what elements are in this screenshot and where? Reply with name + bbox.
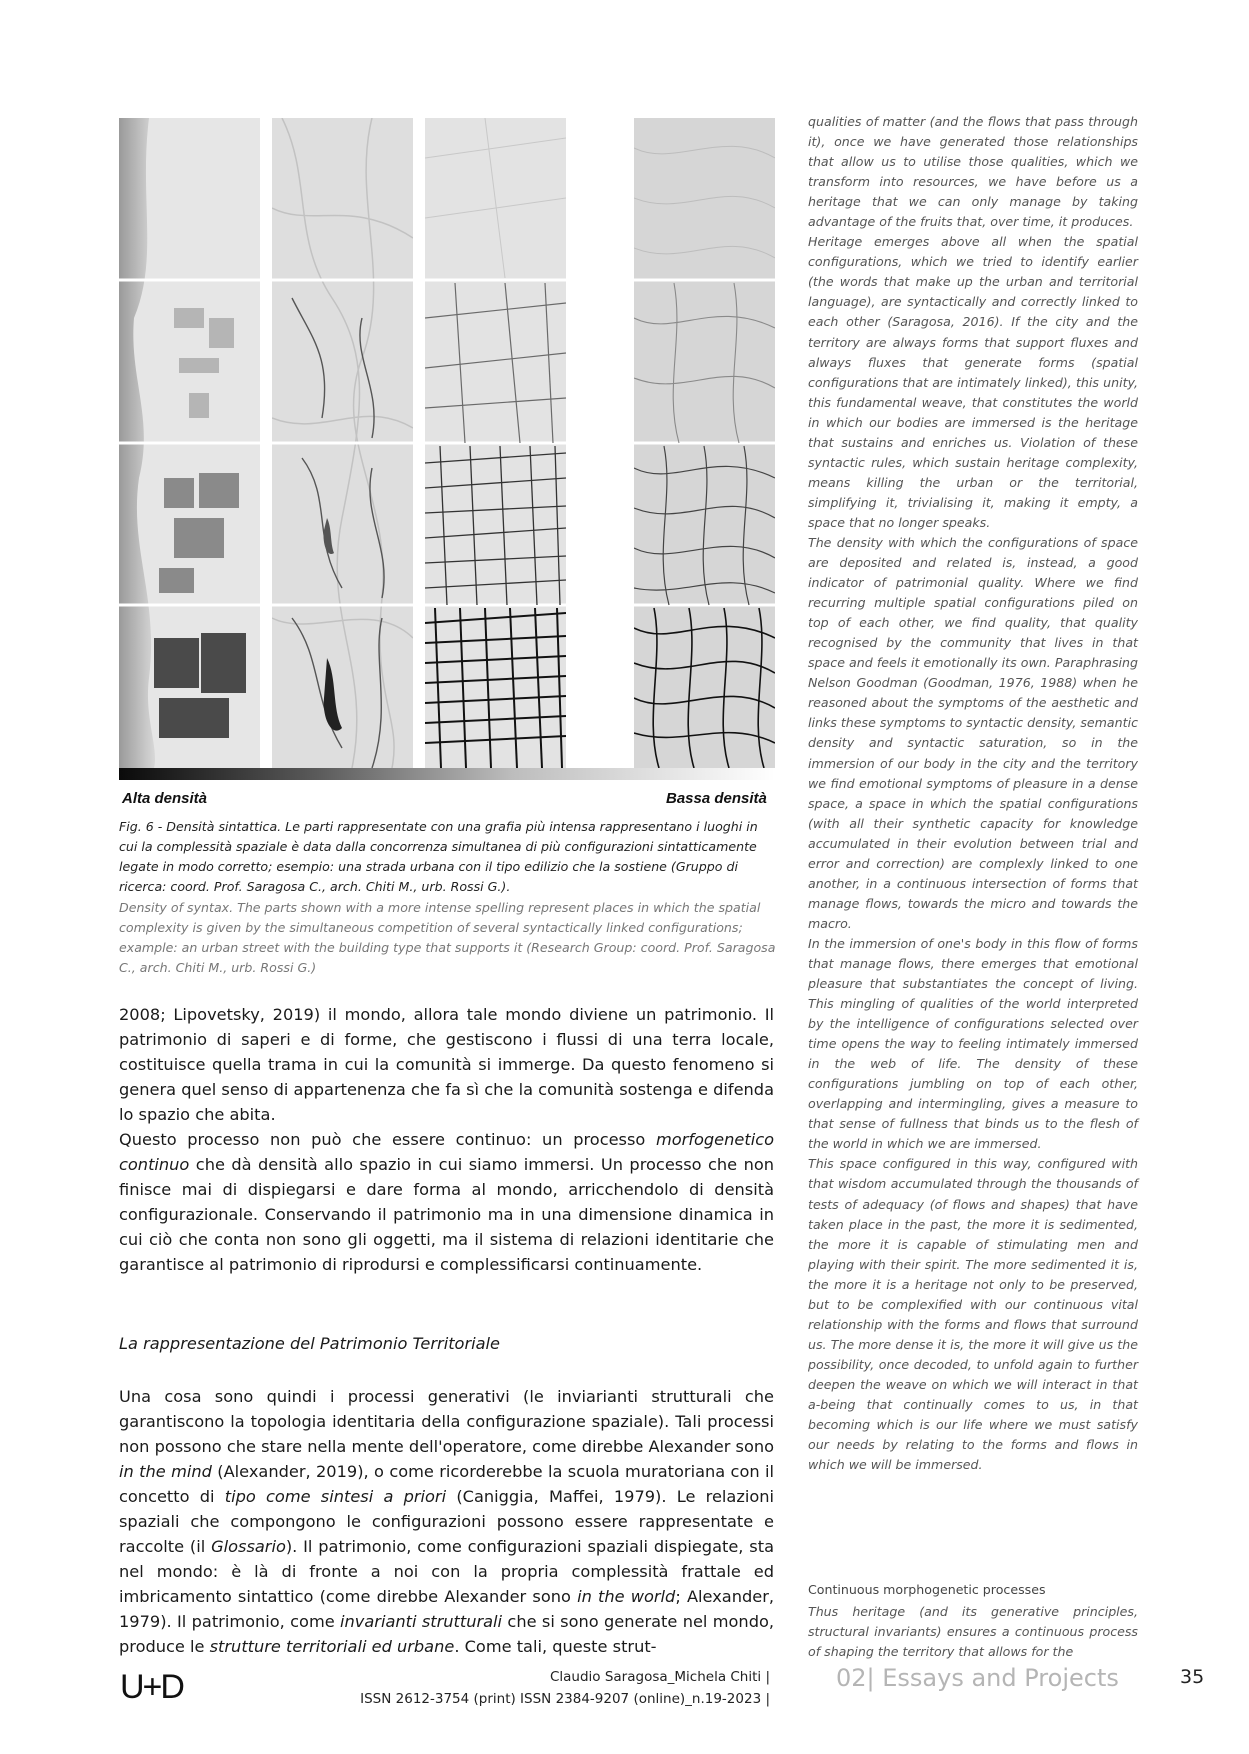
authors-line: Claudio Saragosa_Michela Chiti | <box>549 1669 770 1685</box>
caption-italian: Fig. 6 - Densità sintattica. Le parti rappresentate con una grafia più intensa rappresentano i luoghi in cui la complessità spaziale è data dalla concorrenza simultanea di più configurazioni sintatticamente legate in modo corretto; esempio: una strada urbana con il tipo edilizio che la sostiene (Gruppo di ricerca: coord. Prof. Saragosa C., arch. Chiti M., urb. Rossi G.). <box>119 819 758 894</box>
paragraph-1: 2008; Lipovetsky, 2019) il mondo, allora tale mondo diviene un patrimonio. Il patrimonio di saperi e di forme, che gestiscono i flussi di una terra locale, costituisce quella trama in cui la comunità si immerge. Da questo fenomeno si genera quel senso di appartenenza che fa sì che la comunità sostenga e difenda lo spazio che abita. <box>119 1005 774 1124</box>
map-strip-1 <box>119 118 260 768</box>
emphasis: morfogenetico continuo <box>119 1130 774 1174</box>
side-paragraph-1: qualities of matter (and the flows that pass through it), once we have generated those relationships that allow us to utilise those qualities, which we transform into resources, we have before us a heritage that we can only manage by taking advantage of the fruits that, over time, it produces. <box>808 114 1138 230</box>
journal-logo: U+D <box>120 1668 183 1706</box>
side-paragraph-5: This space configured in this way, configured with that wisdom accumulated through the thousands of tests of adequacy (of flows and shapes) that have taken place in the past, the more it is sedimented, the more it is capable of stimulating men and playing with their spirit. The more sedimented it is, the more it is a heritage not only to be preserved, but to be complexified with our continuous vital relationship with the forms and flows that surround us. The more dense it is, the more it will give us the possibility, once decoded, to unfold again to further deepen the weave on which we will interact in that a-being that continually comes to us, in that becoming which is our life where we must satisfy our needs by relating to the forms and flows in which we will be immersed. <box>808 1156 1138 1473</box>
page-number: 35 <box>1180 1666 1205 1688</box>
figure-6 <box>119 118 775 778</box>
section-title: La rappresentazione del Patrimonio Territoriale <box>119 1334 500 1353</box>
map-strip-2 <box>272 118 413 768</box>
main-body-bottom <box>119 1384 774 1659</box>
footer-section-title: 02| Essays and Projects <box>836 1664 1119 1692</box>
footer-authors <box>360 1666 770 1710</box>
emphasis: strutture territoriali ed urbane <box>209 1637 455 1656</box>
emphasis: in the world <box>577 1587 676 1606</box>
text-span: che si sono generate nel mondo, produce le <box>119 1612 775 1656</box>
text-span: Una cosa sono quindi i processi generativi (le inviarianti strutturali che garantiscono la topologia identitaria della configurazione spaziale). Tali processi non possono che stare nella mente dell'operatore, come direbbe Alexander sono <box>119 1387 775 1456</box>
map-strip-3 <box>425 118 566 768</box>
text-span: ; Alexander, 1979). Il patrimonio, come <box>119 1587 775 1631</box>
text-span: Questo processo non può che essere continuo: un processo <box>119 1130 656 1149</box>
text-span: ). Il patrimonio, come configurazioni spaziali dispiegate, sta nel mondo: è là di fronte a noi con la propria complessità frattale ed imbricamento sintattico (come direbbe Alexander sono <box>119 1537 774 1606</box>
text-span: che dà densità allo spazio in cui siamo immersi. Un processo che non finisce mai di dispiegarsi e dare forma al mondo, arricchendolo di densità configurazionale. Conservando il patrimonio ma in una dimensione dinamica in cui ciò che conta non sono gli oggetti, ma il sistema di relazioni identitarie che garantisce al patrimonio di riprodursi e complessificarsi continuamente. <box>119 1155 774 1274</box>
caption-english: Density of syntax. The parts shown with a more intense spelling represent places in which the spatial complexity is given by the simultaneous competition of several syntactically linked configurations; example: an urban street with the building type that supports it (Research Group: coord. Prof. Saragosa C., arch. Chiti M., urb. Rossi G.) <box>119 900 776 975</box>
label-low-density: Bassa densità <box>666 790 767 807</box>
side-paragraph-3: The density with which the configurations of space are deposited and related is, instead, a good indicator of patrimonial quality. Where we find recurring multiple spatial configurations piled on top of each other, we find quality, that quality recognised by the community that lives in that space and feels it emotionally its own. Paraphrasing Nelson Goodman (Goodman, 1976, 1988) when he reasoned about the symptoms of the aesthetic and links these symptoms to syntactic density, semantic density and syntactic saturation, so in the immersion of our body in the city and the territory we find emotional symptoms of pleasure in a dense space, a space in which the spatial configurations (with all their synthetic capacity for knowledge accumulated in their evolution between trial and error and correction) are complexly linked to one another, in a continuous intersection of forms that manage flows, towards the micro and towards the macro. <box>808 534 1138 931</box>
side-paragraph-4: In the immersion of one's body in this flow of forms that manage flows, there emerges that emotional pleasure that substantiates the concept of living. This mingling of qualities of the world interpreted by the intelligence of configurations selected over time opens the way to feeling intimately immersed in the web of life. The density of these configurations jumbling on top of each other, overlapping and intermingling, gives a measure to that sense of fullness that binds us to the flesh of the world in which we are immersed. <box>808 935 1138 1152</box>
side-heading: Continuous morphogenetic processes <box>808 1582 1046 1597</box>
label-high-density: Alta densità <box>122 790 208 807</box>
emphasis: Glossario <box>211 1537 286 1556</box>
emphasis: invarianti strutturali <box>340 1612 503 1631</box>
text-span: (Caniggia, Maffei, 1979). Le relazioni spaziali che compongono le configurazioni possono essere rappresentate e raccolte (il <box>119 1487 774 1556</box>
side-paragraph-6: Thus heritage (and its generative principles, structural invariants) ensures a continuous process of shaping the territory that allows for the <box>808 1604 1138 1659</box>
main-body-top <box>119 1002 774 1277</box>
paragraph-3 <box>119 1384 774 1659</box>
side-column-english <box>808 112 1138 1475</box>
issn-line: ISSN 2612-3754 (print) ISSN 2384-9207 (online)_n.19-2023 | <box>360 1691 770 1707</box>
density-gradient-bar <box>119 768 775 780</box>
text-span: . Come tali, queste strut- <box>454 1637 657 1656</box>
text-span: (Alexander, 2019), o come ricorderebbe la scuola muratoriana con il concetto di <box>119 1462 774 1506</box>
map-strip-4 <box>634 118 775 768</box>
side-paragraph-2: Heritage emerges above all when the spatial configurations, which we tried to identify earlier (the words that make up the urban and territorial language), are syntactically and correctly linked to each other (Saragosa, 2016). If the city and the territory are always forms that support fluxes and always fluxes that generate forms (spatial configurations that are intimately linked), this unity, this fundamental weave, that constitutes the world in which our bodies are immersed is the heritage that sustains and enriches us. Violation of these syntactic rules, which sustain heritage complexity, means killing the urban or the territorial, simplifying it, trivialising it, making it empty, a space that no longer speaks. <box>808 234 1138 530</box>
emphasis: tipo come sintesi a priori <box>224 1487 447 1506</box>
paragraph-2 <box>119 1127 774 1277</box>
emphasis: in the mind <box>119 1462 212 1481</box>
